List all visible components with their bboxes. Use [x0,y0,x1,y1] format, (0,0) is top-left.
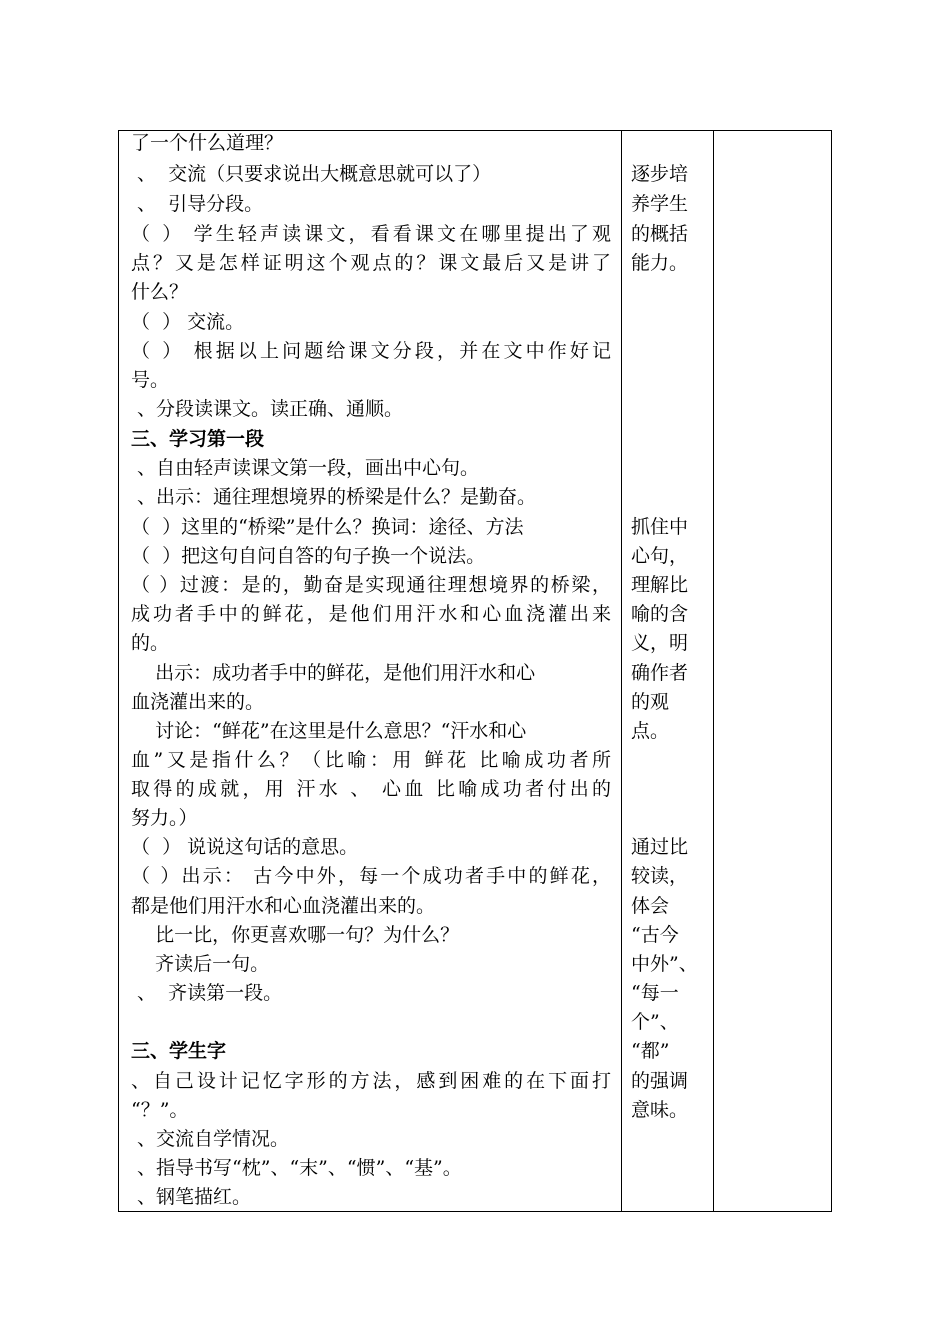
note-line: 理解比 [631,574,689,596]
note-line: 养学生 [631,193,689,215]
note-line: 抓住中 [631,516,689,538]
note-line: 的观 [631,691,670,713]
text-line: 血浇灌出来的。 [131,691,265,713]
text-line: 了一个什么道理？ [131,132,284,154]
text-line: 、分段读课文。读正确、通顺。 [131,398,404,420]
text-line: 、自己设计记忆字形的方法，感到困难的在下面打 [131,1070,611,1092]
note-line: 意味。 [631,1099,689,1121]
text-line: 、 齐读第一段。 [131,982,283,1004]
text-line: 、 交流（只要求说出大概意思就可以了） [131,163,492,185]
text-line: 、出示：通往理想境界的桥梁是什么？是勤奋。 [131,486,537,508]
text-line: （ ）把这句自问自答的句子换一个说法。 [131,545,486,567]
text-line: （ ） 交流。 [131,311,245,333]
text-line: 、交流自学情况。 [131,1128,290,1150]
text-line: （ ）这里的“桥梁”是什么？换词：途径、方法 [131,516,524,538]
note-line: 的强调 [631,1070,689,1092]
text-line: 点？又是怎样证明这个观点的？课文最后又是讲了 [131,252,611,274]
text-line: 号。 [131,369,170,391]
text-line: 什么？ [131,281,189,303]
text-line: 取得的成就，用 汗水 、 心血 比喻成功者付出的 [131,778,611,800]
text-line: （ ）过渡：是的，勤奋是实现通往理想境界的桥梁， [131,574,611,596]
note-line: 通过比 [631,836,689,858]
note-line: 喻的含 [631,603,689,625]
note-line: 个”、 [631,1011,679,1033]
note-line: 义，明 [631,632,689,654]
text-line: 出示：成功者手中的鲜花，是他们用汗水和心 [131,662,536,684]
column-divider [621,131,622,1211]
text-line: 、指导书写“枕”、“末”、“惯”、“基”。 [131,1157,462,1179]
text-line: 血”又是指什么？（比喻：用 鲜花 比喻成功者所 [131,749,611,771]
note-line: “都” [631,1040,670,1062]
text-line: 讨论：“鲜花”在这里是什么意思？“汗水和心 [131,720,527,742]
lesson-plan-table [118,130,832,1212]
text-line: 努力。） [131,807,198,829]
section-heading: 三、学习第一段 [131,428,265,450]
note-line: 能力。 [631,252,689,274]
text-line: （ ）出示： 古今中外，每一个成功者手中的鲜花， [131,865,611,887]
text-line: （ ） 根据以上问题给课文分段，并在文中作好记 [131,340,611,362]
text-line: 都是他们用汗水和心血浇灌出来的。 [131,895,436,917]
note-line: 中外”、 [631,953,698,975]
text-line: 的。 [131,632,170,654]
note-line: 的概括 [631,223,689,245]
note-line: 逐步培 [631,163,689,185]
text-line: 比一比，你更喜欢哪一句？为什么？ [131,924,460,946]
column-divider [713,131,714,1211]
text-line: 、 引导分段。 [131,193,264,215]
text-line: （ ） 说说这句话的意思。 [131,836,359,858]
note-line: “每一 [631,982,679,1004]
text-line: “？”。 [131,1099,189,1121]
note-line: 心句， [631,545,689,567]
text-line: 、自由轻声读课文第一段，画出中心句。 [131,457,480,479]
note-line: “古今 [631,924,679,946]
note-line: 点。 [631,720,670,742]
text-line: （ ） 学生轻声读课文，看看课文在哪里提出了观 [131,223,611,245]
note-line: 确作者 [631,662,689,684]
section-heading: 三、学生字 [131,1040,227,1062]
note-line: 较读， [631,865,689,887]
note-line: 体会 [631,895,670,917]
text-line: 齐读后一句。 [131,953,270,975]
text-line: 、钢笔描红。 [131,1186,252,1208]
text-line: 成功者手中的鲜花，是他们用汗水和心血浇灌出来 [131,603,611,625]
